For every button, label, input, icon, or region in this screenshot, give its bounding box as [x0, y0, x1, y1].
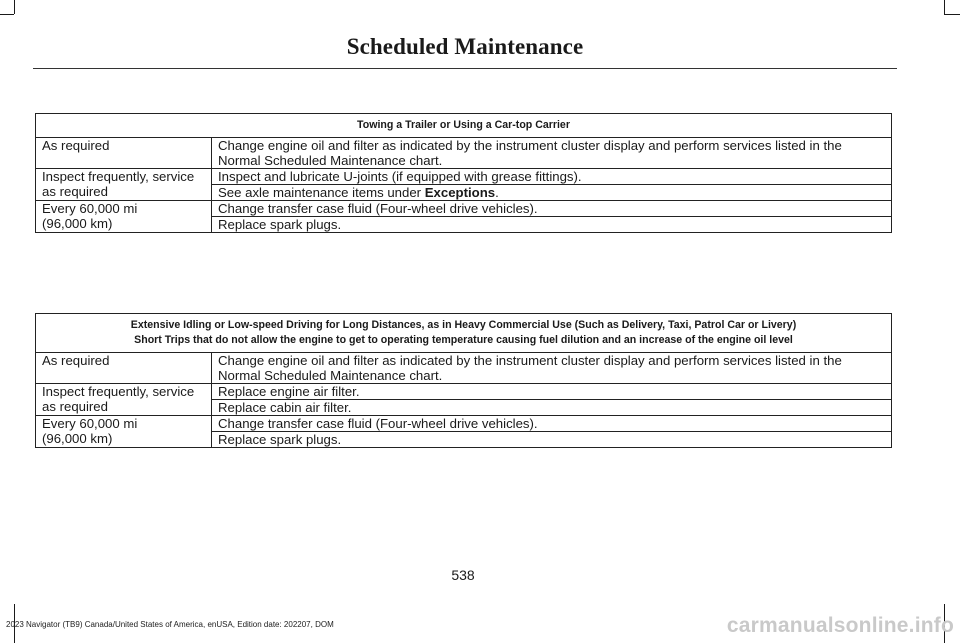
action-cell: Inspect and lubricate U-joints (if equipped with grease fittings). [212, 169, 892, 185]
towing-maintenance-table [35, 113, 892, 233]
schedule-cell: As required [36, 138, 212, 169]
table-row [36, 201, 892, 217]
action-cell [212, 185, 892, 201]
table-header-line: Short Trips that do not allow the engine to get to operating temperature causing fuel dilution and an increase of the engine oil level [134, 334, 793, 346]
title-divider [33, 68, 897, 69]
table-header-row [36, 314, 892, 353]
edition-footer: 2023 Navigator (TB9) Canada/United States of America, enUSA, Edition date: 202207, DOM [6, 620, 334, 629]
action-text-suffix: . [495, 185, 499, 200]
schedule-cell: Inspect frequently, service as required [36, 384, 212, 416]
action-cell: Replace cabin air filter. [212, 400, 892, 416]
exceptions-reference: Exceptions [424, 185, 496, 200]
page-number: 538 [451, 567, 475, 583]
table-header-line: Extensive Idling or Low-speed Driving for Long Distances, as in Heavy Commercial Use (Such as Delivery, Taxi, Patrol Car or Livery) [130, 319, 797, 331]
watermark: carmanualsonline.info [726, 614, 954, 637]
table-header [36, 314, 892, 353]
page-title: Scheduled Maintenance [346, 34, 584, 59]
action-cell: Replace spark plugs. [212, 432, 892, 448]
action-cell: Replace spark plugs. [212, 217, 892, 233]
crop-mark-top-right-v [944, 0, 945, 14]
table-row [36, 138, 892, 169]
interval-km: (96,000 km) [42, 216, 113, 231]
action-cell: Change transfer case fluid (Four-wheel drive vehicles). [212, 201, 892, 217]
schedule-cell: As required [36, 353, 212, 384]
table-row [36, 384, 892, 400]
extensive-idling-maintenance-table [35, 313, 892, 448]
table-header: Towing a Trailer or Using a Car-top Carrier [36, 114, 892, 138]
action-cell: Change transfer case fluid (Four-wheel drive vehicles). [212, 416, 892, 432]
schedule-cell: Inspect frequently, service as required [36, 169, 212, 201]
table-row [36, 416, 892, 432]
table-row [36, 353, 892, 384]
schedule-cell [36, 201, 212, 233]
crop-mark-top-left-h [0, 14, 14, 15]
crop-mark-top-left-v [14, 0, 15, 14]
table-row [36, 169, 892, 185]
action-cell: Replace engine air filter. [212, 384, 892, 400]
action-cell: Change engine oil and filter as indicated by the instrument cluster display and perform services listed in the Normal Scheduled Maintenance chart. [212, 138, 892, 169]
action-text: See axle maintenance items under [218, 185, 425, 200]
interval-km: (96,000 km) [42, 431, 113, 446]
crop-mark-top-right-h [944, 14, 960, 15]
schedule-cell [36, 416, 212, 448]
table-header-row [36, 114, 892, 138]
interval-miles: Every 60,000 mi [42, 201, 138, 216]
action-cell: Change engine oil and filter as indicated by the instrument cluster display and perform services listed in the Normal Scheduled Maintenance chart. [212, 353, 892, 384]
interval-miles: Every 60,000 mi [42, 416, 138, 431]
